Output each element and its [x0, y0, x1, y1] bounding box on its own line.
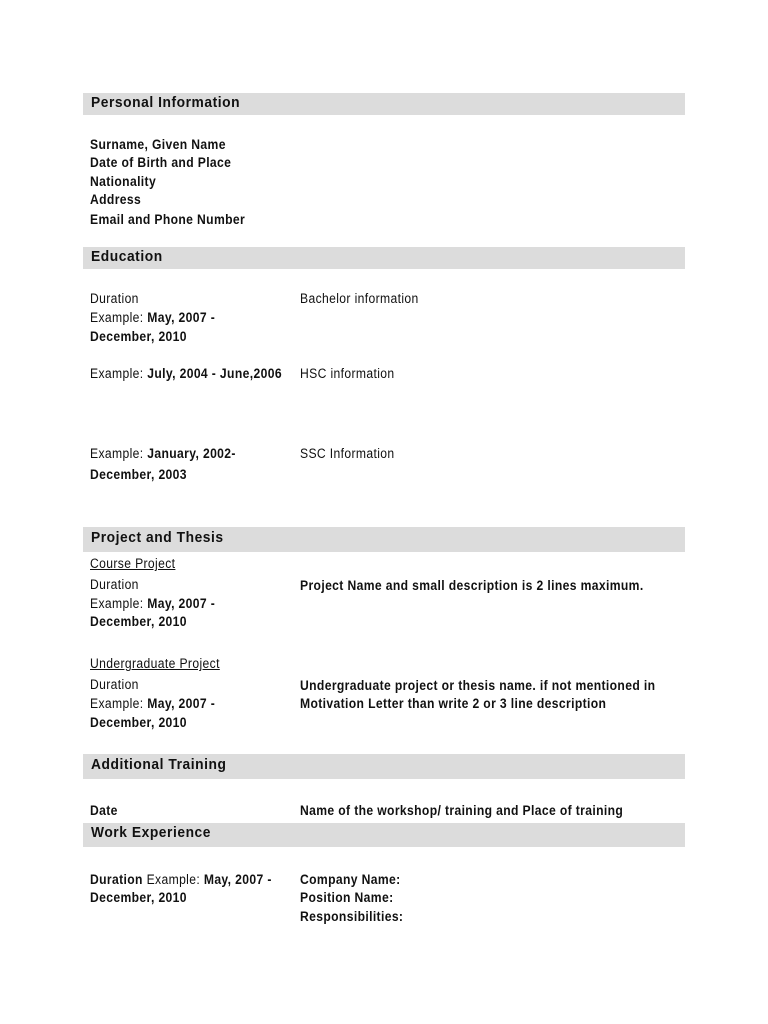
section-title: Personal Information — [91, 94, 241, 111]
example-line — [90, 594, 215, 613]
section-header-work — [83, 823, 685, 847]
example-line — [90, 694, 215, 713]
example-value-end: December, 2010 — [90, 329, 187, 344]
degree-info: Bachelor information — [300, 291, 419, 306]
example-value-end: December, 2010 — [90, 614, 187, 629]
example-line — [90, 444, 236, 463]
training-description: Name of the workshop/ training and Place of training — [300, 803, 624, 818]
field-nationality: Nationality — [90, 174, 157, 189]
section-header-project — [83, 527, 685, 552]
duration-label: Duration — [90, 291, 139, 306]
duration-label: Duration — [90, 577, 139, 592]
example-value: May, 2007 - — [147, 596, 216, 611]
example-value-end: December, 2010 — [90, 715, 187, 730]
field-name: Surname, Given Name — [90, 137, 226, 152]
example-label: Example: — [90, 446, 148, 461]
example-line — [90, 308, 215, 327]
course-project-title: Course Project — [90, 556, 176, 571]
work-duration-line — [90, 870, 272, 889]
section-title: Work Experience — [91, 824, 212, 841]
example-label: Example: — [90, 696, 148, 711]
duration-label: Duration — [90, 677, 139, 692]
example-value-end: December, 2003 — [90, 467, 187, 482]
example-value: May, 2007 - — [147, 310, 216, 325]
duration-label: Duration — [90, 872, 143, 887]
example-value: May, 2007 - — [203, 872, 272, 887]
example-label: Example: — [90, 596, 148, 611]
section-header-education — [83, 247, 685, 269]
section-header-training — [83, 754, 685, 779]
degree-info: HSC information — [300, 366, 395, 381]
undergrad-project-title: Undergraduate Project — [90, 656, 220, 671]
project-description: Project Name and small description is 2 lines maximum. — [300, 578, 644, 593]
section-title: Additional Training — [91, 756, 227, 773]
section-title: Project and Thesis — [91, 529, 224, 546]
example-line — [90, 364, 282, 383]
example-label: Example: — [90, 310, 148, 325]
example-label: Example: — [90, 366, 148, 381]
responsibilities-label: Responsibilities: — [300, 909, 404, 924]
project-description-line1: Undergraduate project or thesis name. if not mentioned in — [300, 678, 656, 693]
example-label: Example: — [142, 872, 204, 887]
position-label: Position Name: — [300, 890, 394, 905]
example-value: July, 2004 - June,2006 — [147, 366, 282, 381]
field-birth: Date of Birth and Place — [90, 155, 232, 170]
degree-info: SSC Information — [300, 446, 395, 461]
example-value: January, 2002- — [147, 446, 236, 461]
project-description-line2: Motivation Letter than write 2 or 3 line description — [300, 696, 607, 711]
section-title: Education — [91, 248, 163, 265]
section-header-personal — [83, 93, 685, 115]
field-address: Address — [90, 192, 142, 207]
company-label: Company Name: — [300, 872, 401, 887]
field-contact: Email and Phone Number — [90, 212, 246, 227]
training-date-label: Date — [90, 803, 118, 818]
example-value: May, 2007 - — [147, 696, 216, 711]
example-value-end: December, 2010 — [90, 890, 187, 905]
